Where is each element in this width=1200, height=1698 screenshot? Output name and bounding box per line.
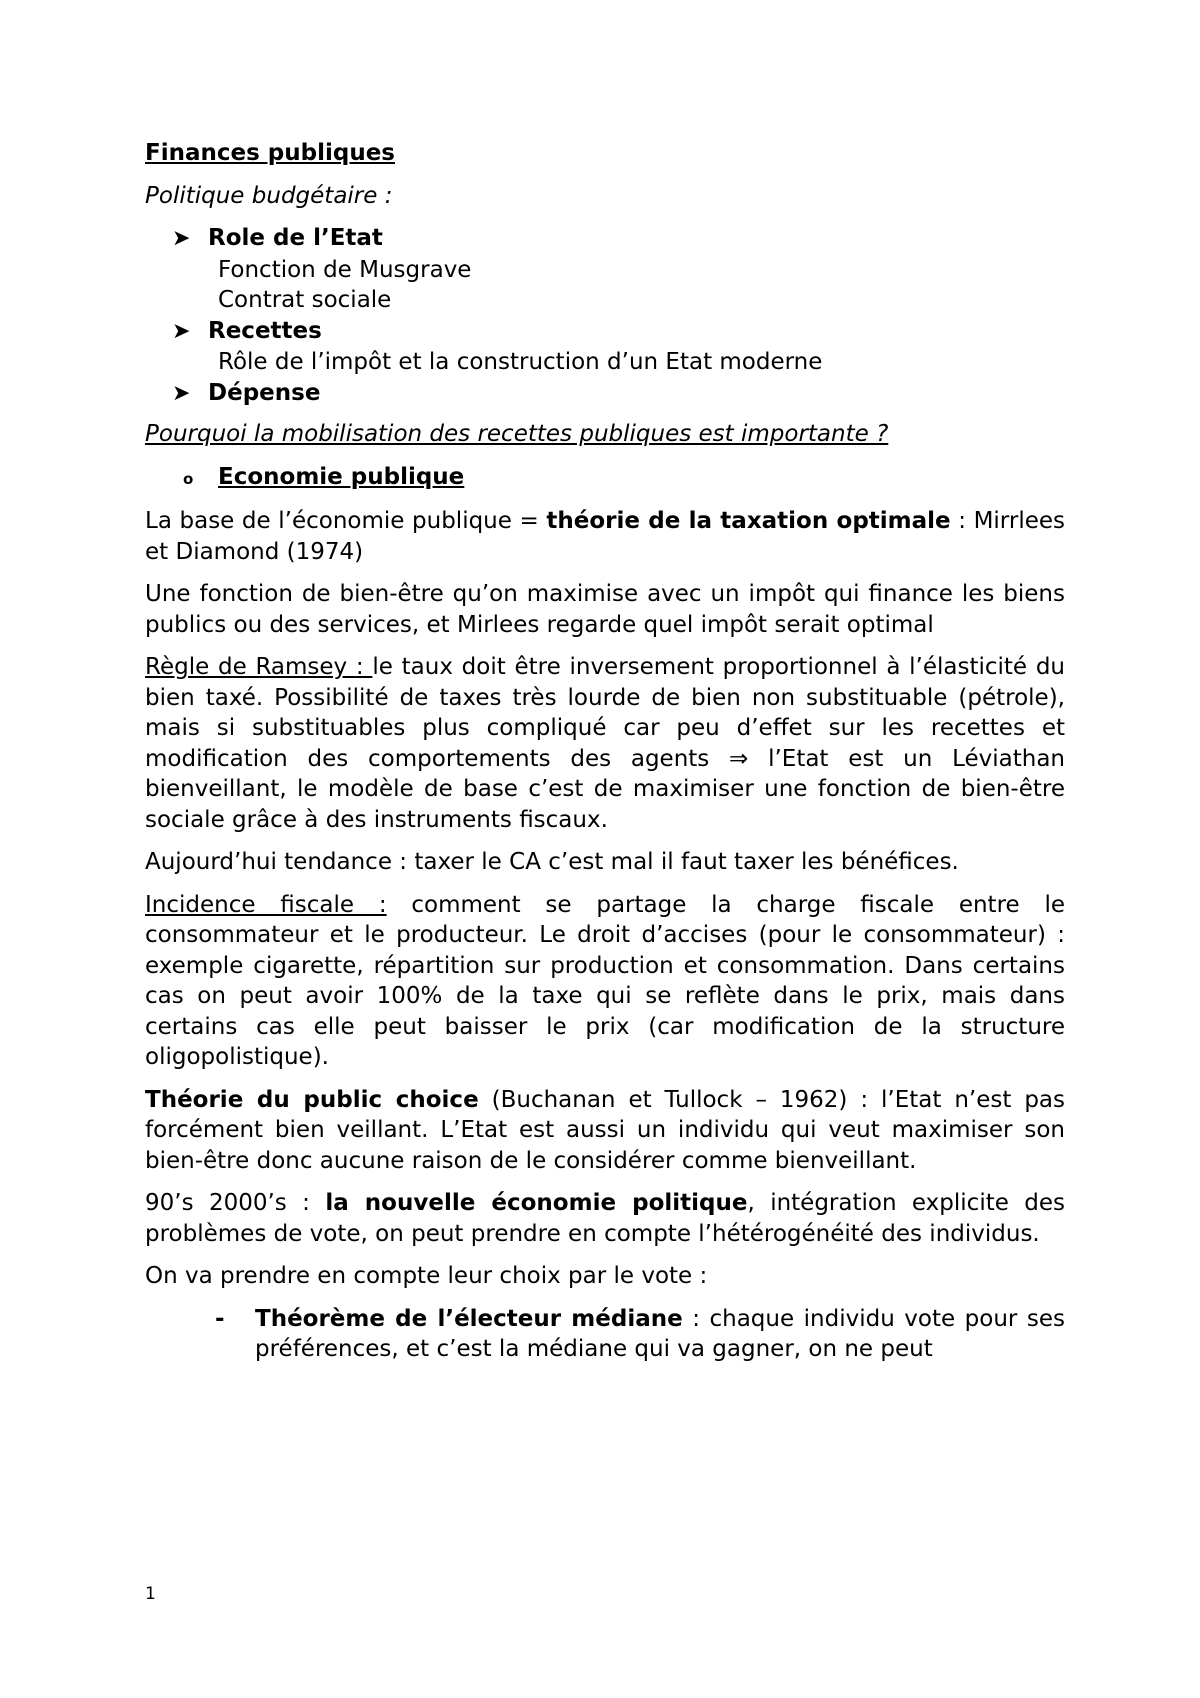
section-question: Pourquoi la mobilisation des recettes publiques est importante ? [145, 421, 889, 447]
text-run: (Buchanan et Tullock – 1962) : l’Etat n’est pas forcément bien veillant. L’Etat est aussi un individu qui veut maximiser son bien-être donc aucune raison de le considérer comme bienveillant. [145, 1086, 1065, 1174]
bold-term: Théorème de l’électeur médiane [255, 1305, 683, 1332]
paragraph-tax-incidence [145, 890, 1065, 1073]
paragraph-public-choice [145, 1085, 1065, 1177]
arrow-bullet-icon: ➤ [172, 318, 191, 344]
outline-list [145, 223, 1065, 409]
arrow-bullet-icon: ➤ [172, 380, 191, 406]
circle-bullet-icon: o [183, 469, 194, 488]
outline-subitem: Contrat sociale [218, 287, 392, 313]
section-heading [183, 462, 1065, 495]
outline-subitem: Fonction de Musgrave [218, 256, 472, 283]
document-page [145, 138, 1065, 1365]
paragraph-ramsey-rule [145, 652, 1065, 835]
underlined-term: Règle de Ramsey : [145, 654, 373, 680]
dash-bullet: - [215, 1305, 225, 1332]
outline-item [172, 316, 1065, 348]
outline-item-label: Role de l’Etat [208, 225, 383, 251]
outline-item [172, 223, 1065, 255]
outline-item-label: Dépense [208, 379, 321, 406]
bold-term: Théorie du public choice [145, 1086, 479, 1113]
document-title: Finances publiques [145, 140, 395, 166]
underlined-term: Incidence fiscale : [145, 891, 387, 918]
dash-item-text [255, 1304, 1065, 1365]
outline-subitem: Rôle de l’impôt et la construction d’un Etat moderne [218, 349, 823, 375]
text-run: le taux doit être inversement proportionnel à l’élasticité du bien taxé. Possibilité de taxes très lourde de bien non substituable (pétrole), mais si substituables plus compliqué car peu d’effet sur les recettes et modification des comportements des agents ⇒ l’Etat est un Léviathan bienveillant, le modèle de base c’est de maximiser une fonction de bien-être sociale grâce à des instruments fiscaux. [145, 654, 1065, 833]
text-run: , intégration explicite des problèmes de vote, on peut prendre en compte l’hétérogénéité des individus. [145, 1190, 1065, 1247]
outline-item-label: Recettes [208, 317, 322, 344]
document-subtitle: Politique budgétaire : [145, 182, 393, 209]
bold-term: théorie de la taxation optimale [546, 508, 951, 534]
bold-term: la nouvelle économie politique [325, 1190, 748, 1216]
text-run: comment se partage la charge fiscale entre le consommateur et le producteur. Le droit d’accises (pour le consommateur) : exemple cigarette, répartition sur production et consommation. Dans certains cas on peut avoir 100% de la taxe qui se reflète dans le prix, mais dans certains cas elle peut baisser le prix (car modification de la structure oligopolistique). [145, 891, 1066, 1070]
paragraph-welfare-function: Une fonction de bien-être qu’on maximise avec un impôt qui finance les biens publics ou des services, et Mirlees regarde quel impôt serait optimal [145, 581, 1065, 638]
paragraph-trend: Aujourd’hui tendance : taxer le CA c’est mal il faut taxer les bénéfices. [145, 849, 959, 875]
text-run: : chaque individu vote pour ses préférences, et c’est la médiane qui va gagner, on ne peut [255, 1305, 1065, 1362]
paragraph-optimal-taxation [145, 506, 1065, 567]
paragraph-new-political-economy [145, 1188, 1065, 1249]
text-run: : Mirrlees et Diamond (1974) [145, 508, 1065, 565]
paragraph-vote: On va prendre en compte leur choix par le vote : [145, 1263, 708, 1289]
section-title: Economie publique [218, 463, 465, 490]
text-run: 90’s 2000’s : [145, 1190, 326, 1216]
arrow-bullet-icon: ➤ [172, 226, 191, 251]
dash-list-item [215, 1304, 1065, 1365]
text-run: La base de l’économie publique = [145, 508, 547, 534]
page-number: 1 [145, 1584, 156, 1604]
outline-item [172, 378, 1065, 410]
